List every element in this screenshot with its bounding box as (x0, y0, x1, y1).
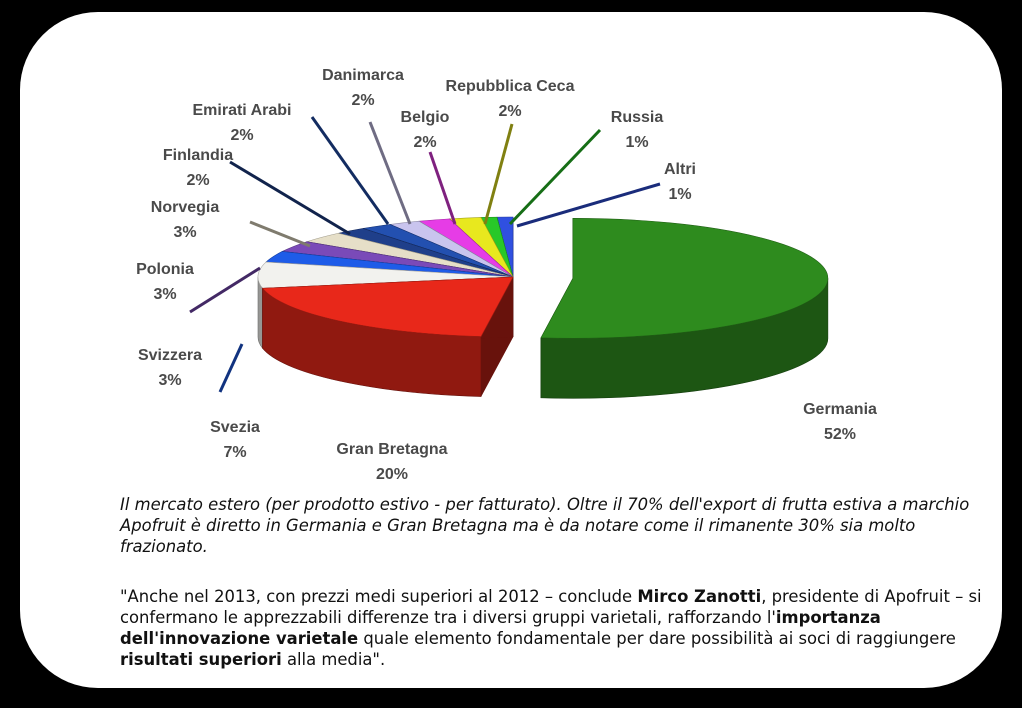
slice-label-svezia: Svezia (210, 419, 260, 436)
pie-slice-germania (541, 218, 828, 398)
quote-emphasis-innovation: importanza dell'innovazione varietale (120, 608, 881, 648)
slice-value-norvegia: 3% (173, 224, 197, 241)
slice-label-russia: Russia (610, 109, 664, 126)
quote-text-1: "Anche nel 2013, con prezzi medi superiori al 2012 – conclude (120, 587, 638, 606)
quote-paragraph (120, 586, 990, 670)
quote-name-mirco-zanotti: Mirco Zanotti (637, 587, 762, 606)
slice-label-finlandia: Finlandia (162, 147, 234, 164)
slice-value-svezia: 7% (223, 444, 247, 461)
leader-line-polonia (190, 268, 260, 312)
leader-line-svizzera (220, 344, 242, 392)
slice-value-polonia: 3% (153, 286, 177, 303)
slice-value-germania: 52% (823, 426, 857, 443)
slice-label-germania: Germania (803, 401, 877, 418)
slice-value-finlandia: 2% (186, 172, 210, 189)
pie-chart (20, 12, 1002, 502)
leader-line-emirati-arabi (312, 117, 388, 224)
slice-label-altri: Altri (664, 161, 696, 178)
slice-value-belgio: 2% (413, 134, 437, 151)
chart-caption: Il mercato estero (per prodotto estivo - per fatturato). Oltre il 70% dell'export di frutta estiva a marchio Apofruit è diretto in Germania e Gran Bretagna ma è da notare come il rimanente 30% sia molto frazionato. (120, 495, 970, 556)
quote-emphasis-results: risultati superiori (120, 650, 282, 669)
slice-label-svizzera: Svizzera (137, 347, 203, 364)
slice-value-svizzera: 3% (158, 372, 182, 389)
leader-line-russia (510, 130, 600, 224)
slice-label-polonia: Polonia (136, 261, 194, 278)
slice-value-danimarca: 2% (351, 92, 375, 109)
leader-line-belgio (430, 152, 455, 224)
quote-text-4: alla media". (281, 650, 386, 669)
pie-slices (258, 217, 828, 398)
content-frame (20, 12, 1002, 688)
quote-text-3: quale elemento fondamentale per dare possibilità ai soci di raggiungere (358, 629, 956, 648)
slice-value-altri: 1% (668, 186, 692, 203)
slice-label-danimarca: Danimarca (322, 67, 404, 84)
slice-value-repubblica-ceca: 2% (498, 103, 522, 120)
slice-value-gran-bretagna: 20% (375, 466, 409, 483)
leader-line-finlandia (230, 162, 350, 234)
slice-value-emirati-arabi: 2% (230, 127, 254, 144)
slice-label-belgio: Belgio (400, 109, 450, 126)
slice-label-norvegia: Norvegia (150, 199, 220, 216)
leader-line-norvegia (250, 222, 310, 246)
pie-slice-gran-bretagna (263, 277, 513, 397)
leader-line-repubblica-ceca (485, 124, 512, 224)
slice-label-emirati-arabi: Emirati Arabi (192, 102, 292, 119)
quote-text-2: , presidente di Apofruit – si confermano le apprezzabili differenze tra i diversi gruppi varietali, rafforzando l' (120, 587, 982, 627)
slice-label-repubblica-ceca: Repubblica Ceca (445, 78, 575, 95)
slice-label-gran-bretagna: Gran Bretagna (336, 441, 448, 458)
slice-value-russia: 1% (625, 134, 649, 151)
